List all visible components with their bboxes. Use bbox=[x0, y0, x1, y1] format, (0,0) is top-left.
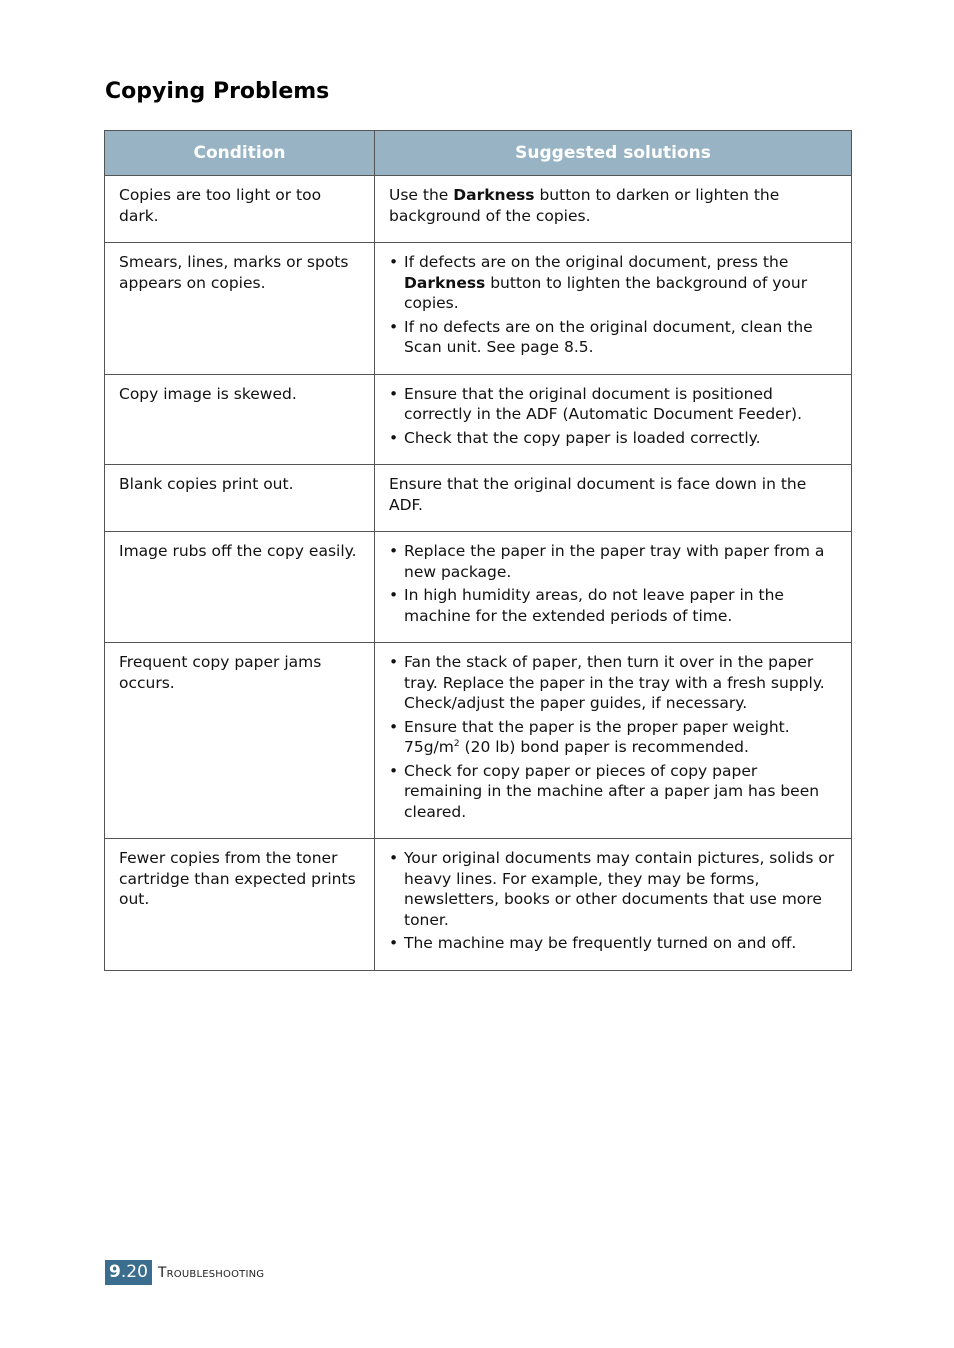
solution-cell bbox=[375, 643, 852, 839]
bullet-icon: • bbox=[389, 849, 399, 867]
solution-item: • Check that the copy paper is loaded correctly. bbox=[389, 428, 761, 447]
solution-list bbox=[389, 384, 837, 449]
solution-list bbox=[389, 541, 837, 626]
solution-list bbox=[389, 848, 837, 954]
solution-cell: Ensure that the original document is face down in the ADF. bbox=[375, 465, 852, 532]
bullet-icon: • bbox=[389, 761, 399, 780]
condition-cell: Image rubs off the copy easily. bbox=[105, 532, 375, 643]
table-row bbox=[105, 243, 852, 375]
darkness-keyword: Darkness bbox=[453, 186, 535, 204]
page-number-tab bbox=[105, 1260, 152, 1285]
bullet-icon: • bbox=[389, 428, 399, 447]
table-header-row bbox=[105, 131, 852, 176]
bullet-icon: • bbox=[389, 253, 399, 271]
solutions-header: Suggested solutions bbox=[375, 131, 852, 176]
condition-cell: Smears, lines, marks or spots appears on copies. bbox=[105, 243, 375, 375]
table-row bbox=[105, 465, 852, 532]
page-footer bbox=[105, 1260, 264, 1285]
solution-item: • Fan the stack of paper, then turn it over in the paper tray. Replace the paper in the tray with a fresh supply. Check/adjust the paper guides, if necessary. bbox=[389, 653, 825, 712]
table-row bbox=[105, 532, 852, 643]
solution-item: • If defects are on the original document, press the Darkness button to lighten the background of your copies. bbox=[389, 253, 808, 312]
solution-cell bbox=[375, 243, 852, 375]
table-row bbox=[105, 839, 852, 971]
solution-item: • Ensure that the paper is the proper paper weight. $75g/m^2$ (20 lb) bond paper is recommended. bbox=[389, 717, 790, 756]
table-row bbox=[105, 643, 852, 839]
bullet-icon: • bbox=[389, 542, 399, 560]
solution-cell bbox=[375, 532, 852, 643]
condition-cell: Copies are too light or too dark. bbox=[105, 176, 375, 243]
table-row bbox=[105, 374, 852, 465]
page-title: Copying Problems bbox=[105, 79, 330, 104]
solution-cell bbox=[375, 374, 852, 465]
solution-cell bbox=[375, 839, 852, 971]
solution-list bbox=[389, 652, 837, 822]
table-row bbox=[105, 176, 852, 243]
bullet-icon: • bbox=[389, 717, 399, 736]
solution-item: • Ensure that the original document is positioned correctly in the ADF (Automatic Document Feeder). bbox=[389, 384, 803, 423]
solution-item: • The machine may be frequently turned on and off. bbox=[389, 934, 797, 952]
condition-cell: Fewer copies from the toner cartridge than expected prints out. bbox=[105, 839, 375, 971]
superscript: 2 bbox=[453, 738, 460, 749]
condition-cell: Frequent copy paper jams occurs. bbox=[105, 643, 375, 839]
solution-item: • In high humidity areas, do not leave paper in the machine for the extended periods of time. bbox=[389, 586, 784, 625]
bullet-icon: • bbox=[389, 934, 399, 952]
page-number: .20 bbox=[120, 1262, 148, 1282]
condition-cell: Blank copies print out. bbox=[105, 465, 375, 532]
section-name: Troubleshooting bbox=[157, 1264, 265, 1281]
condition-header: Condition bbox=[105, 131, 375, 176]
solution-cell: Use the Darkness button to darken or lighten the background of the copies. bbox=[375, 176, 852, 243]
bullet-icon: • bbox=[389, 653, 399, 671]
solution-item: • Your original documents may contain pictures, solids or heavy lines. For example, they may be forms, newsletters, books or other documents that use more toner. bbox=[389, 849, 835, 929]
copying-problems-table bbox=[104, 130, 852, 971]
bullet-icon: • bbox=[389, 586, 399, 604]
darkness-keyword: Darkness bbox=[404, 273, 486, 292]
solution-item: • Replace the paper in the paper tray with paper from a new package. bbox=[389, 542, 825, 581]
chapter-number: 9 bbox=[109, 1262, 121, 1282]
solution-item: • Check for copy paper or pieces of copy paper remaining in the machine after a paper jam has been cleared. bbox=[389, 761, 820, 821]
bullet-icon: • bbox=[389, 384, 399, 403]
condition-cell: Copy image is skewed. bbox=[105, 374, 375, 465]
solution-list bbox=[389, 252, 837, 358]
solution-item: • If no defects are on the original document, clean the Scan unit. See page 8.5. bbox=[389, 317, 813, 356]
bullet-icon: • bbox=[389, 317, 399, 336]
